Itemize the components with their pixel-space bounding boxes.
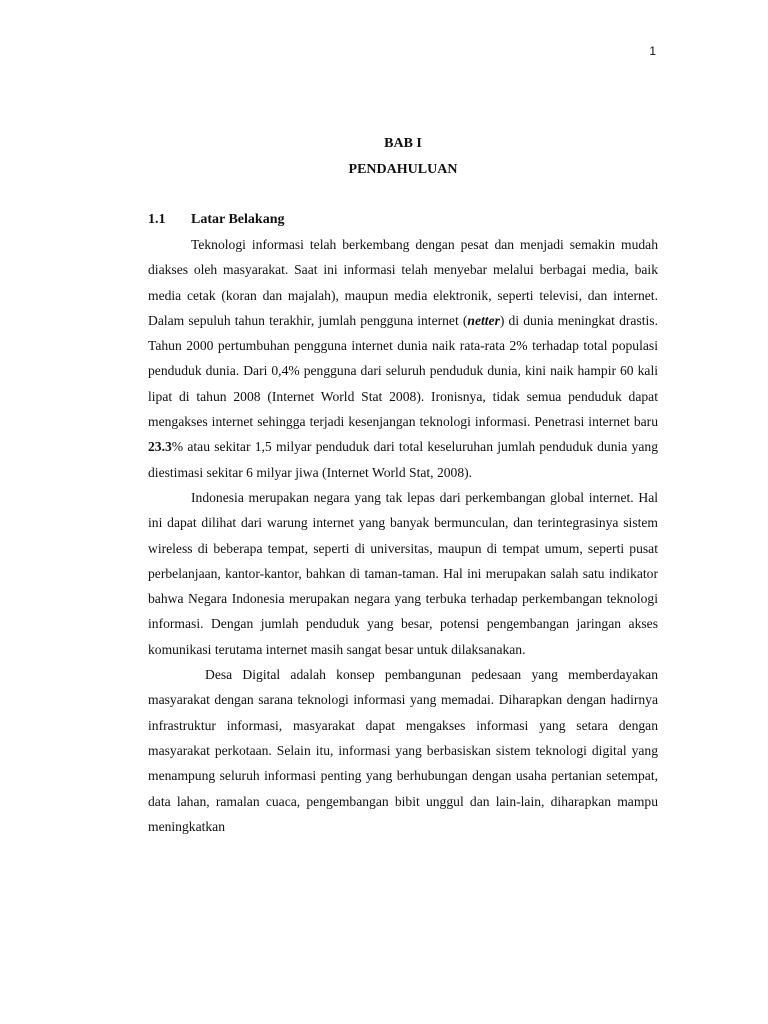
paragraph-1-text-c: % atau sekitar 1,5 milyar penduduk dari total keseluruhan jumlah penduduk dunia yang diestimasi sekitar 6 milyar jiwa (Internet World Stat, 2008).	[148, 439, 658, 480]
page-number: 1	[649, 44, 656, 58]
section-heading	[148, 212, 284, 228]
chapter-title: PENDAHULUAN	[348, 162, 458, 177]
section-title: Latar Belakang	[191, 212, 285, 227]
paragraph-1-text-b: ) di dunia meningkat drastis. Tahun 2000 pertumbuhan pengguna internet dunia naik rata-rata 2% terhadap total populasi penduduk dunia. Dari 0,4% pengguna dari seluruh penduduk dunia, kini naik hampir 60 kali lipat di tahun 2008 (Internet World Stat 2008). Ironisnya, tidak semua penduduk dapat mengakses internet sehingga terjadi kesenjangan teknologi informasi. Penetrasi internet baru	[148, 312, 658, 430]
paragraph-1-text-a: Teknologi informasi telah berkembang dengan pesat dan menjadi semakin mudah diakses oleh masyarakat. Saat ini informasi telah menyebar melalui berbagai media, baik media cetak (koran dan majalah), maupun media elektronik, seperti televisi, dan internet. Dalam sepuluh tahun terakhir, jumlah pengguna internet (	[148, 237, 658, 328]
term-netter: netter	[467, 312, 500, 328]
paragraph-2: Indonesia merupakan negara yang tak lepas dari perkembangan global internet. Hal ini dapat dilihat dari warung internet yang banyak bermunculan, dan terintegrasinya sistem wireless di beberapa tempat, seperti di universitas, maupun di tempat umum, seperti pusat perbelanjaan, kantor-kantor, bahkan di taman-taman. Hal ini merupakan salah satu indikator bahwa Negara Indonesia merupakan negara yang terbuka terhadap perkembangan teknologi informasi. Dengan jumlah penduduk yang besar, potensi pengembangan jaringan akses komunikasi terutama internet masih sangat besar untuk dilaksanakan.	[148, 489, 658, 657]
section-number: 1.1	[148, 212, 166, 227]
body-text	[148, 232, 658, 839]
stat-penetration: 23.3	[148, 439, 172, 455]
chapter-number: BAB I	[384, 136, 422, 151]
paragraph-1	[148, 232, 658, 485]
paragraph-3: Desa Digital adalah konsep pembangunan pedesaan yang memberdayakan masyarakat dengan sarana teknologi informasi yang memadai. Diharapkan dengan hadirnya infrastruktur informasi, masyarakat dapat mengakses informasi yang setara dengan masyarakat perkotaan. Selain itu, informasi yang berbasiskan sistem teknologi digital yang menampung seluruh informasi penting yang berhubungan dengan usaha pertanian setempat, data lahan, ramalan cuaca, pengembangan bibit unggul dan lain-lain, diharapkan mampu meningkatkan	[148, 667, 658, 834]
